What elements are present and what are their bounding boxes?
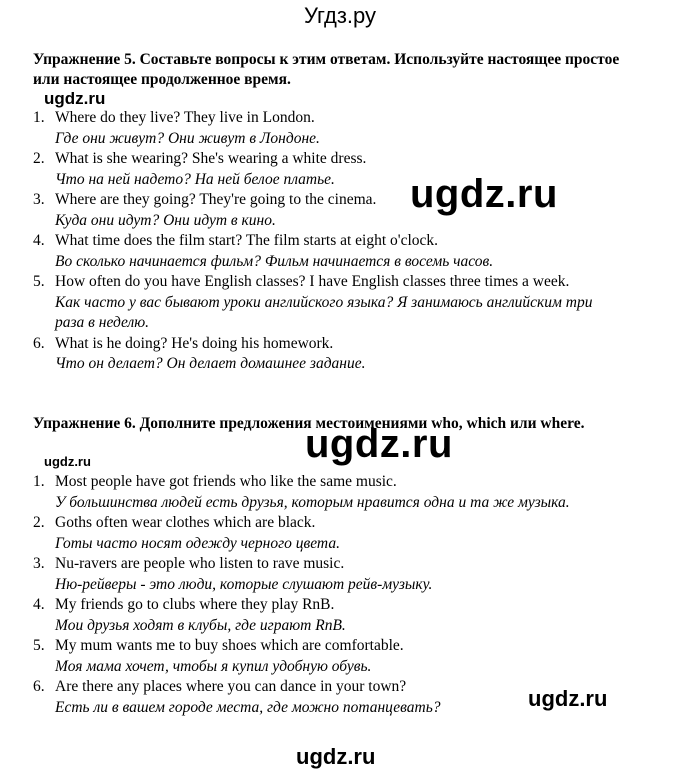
- list-item: [33, 231, 593, 272]
- list-item: [33, 595, 593, 636]
- watermark: ugdz.ru: [305, 422, 453, 466]
- item-number: 6.: [33, 334, 45, 352]
- watermark: ugdz.ru: [410, 172, 558, 216]
- list-item: [33, 472, 593, 513]
- list-item: [33, 272, 593, 334]
- russian-translation: Моя мама хочет, чтобы я купил удобную обувь.: [55, 657, 372, 675]
- english-sentence: What is she wearing? She's wearing a white dress.: [55, 150, 367, 167]
- english-sentence: Are there any places where you can dance in your town?: [55, 678, 407, 695]
- list-item: [33, 513, 593, 554]
- english-sentence: My mum wants me to buy shoes which are comfortable.: [55, 637, 404, 654]
- exercise-5-list: [33, 108, 593, 375]
- watermark: ugdz.ru: [44, 89, 106, 108]
- list-item: [33, 334, 593, 375]
- russian-translation: Где они живут? Они живут в Лондоне.: [55, 129, 320, 147]
- item-number: 2.: [33, 150, 45, 167]
- russian-translation: Во сколько начинается фильм? Фильм начинается в восемь часов.: [55, 252, 494, 270]
- item-number: 5.: [33, 273, 45, 290]
- list-item: [33, 554, 593, 595]
- item-number: 1.: [33, 109, 45, 126]
- russian-translation: Готы часто носят одежду черного цвета.: [55, 534, 340, 552]
- english-sentence: What is he doing? He's doing his homework.: [55, 334, 334, 352]
- english-sentence: How often do you have English classes? I have English classes three times a week.: [55, 273, 570, 290]
- english-sentence: Where are they going? They're going to the cinema.: [55, 191, 377, 208]
- english-sentence: Most people have got friends who like the same music.: [55, 473, 397, 490]
- russian-translation: Есть ли в вашем городе места, где можно потанцевать?: [55, 698, 441, 716]
- english-sentence: Goths often wear clothes which are black.: [55, 514, 316, 531]
- watermark: ugdz.ru: [296, 744, 376, 769]
- item-number: 4.: [33, 596, 45, 613]
- item-number: 3.: [33, 555, 45, 572]
- list-item: [33, 636, 593, 677]
- russian-translation: Что он делает? Он делает домашнее задание.: [55, 355, 366, 372]
- russian-translation: У большинства людей есть друзья, которым нравится одна и та же музыка.: [55, 493, 570, 511]
- english-sentence: What time does the film start? The film starts at eight o'clock.: [55, 232, 439, 249]
- english-sentence: My friends go to clubs where they play RnB.: [55, 596, 335, 613]
- exercise-5-heading: Упражнение 5. Составьте вопросы к этим ответам. Используйте настоящее простое или настоящее продолженное время.: [33, 51, 620, 88]
- watermark: ugdz.ru: [44, 454, 91, 469]
- russian-translation: Мои друзья ходят в клубы, где играют RnB.: [55, 616, 346, 634]
- item-number: 1.: [33, 473, 45, 490]
- exercise-6-heading: Упражнение 6. Дополните предложения местоимениями who, which или where.: [33, 415, 585, 432]
- russian-translation: Ню-рейверы - это люди, которые слушают рейв-музыку.: [55, 575, 433, 593]
- list-item: [33, 677, 593, 718]
- list-item: [33, 108, 593, 149]
- english-sentence: Where do they live? They live in London.: [55, 109, 315, 126]
- russian-translation: Что на ней надето? На ней белое платье.: [55, 170, 335, 188]
- watermark: ugdz.ru: [528, 686, 608, 711]
- russian-translation: Куда они идут? Они идут в кино.: [55, 211, 276, 229]
- item-number: 3.: [33, 191, 45, 208]
- item-number: 2.: [33, 514, 45, 531]
- english-sentence: Nu-ravers are people who listen to rave music.: [55, 555, 345, 572]
- russian-translation: Как часто у вас бывают уроки английского языка? Я занимаюсь английским три раза в неделю.: [55, 293, 593, 331]
- site-title: Угдз.ру: [303, 3, 377, 28]
- item-number: 4.: [33, 232, 45, 249]
- item-number: 5.: [33, 637, 45, 654]
- item-number: 6.: [33, 678, 45, 695]
- exercise-6-list: [33, 472, 593, 718]
